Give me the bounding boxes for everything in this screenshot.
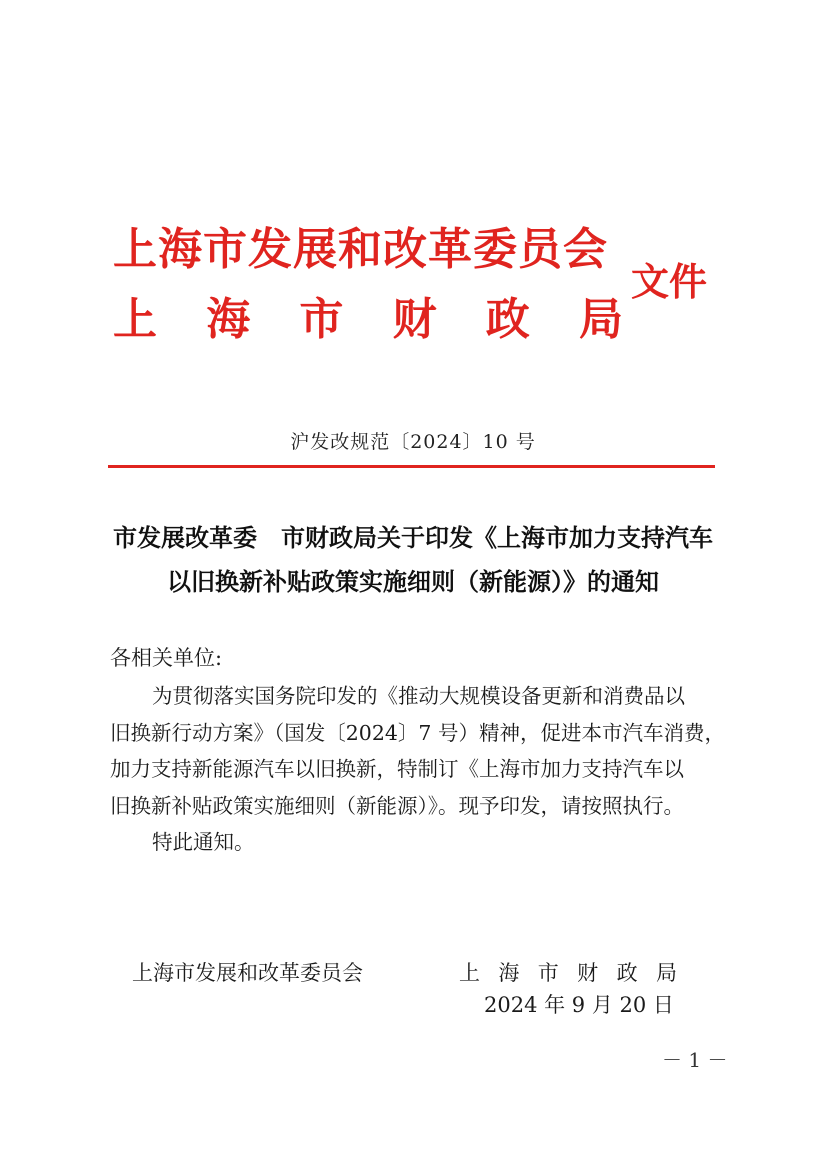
document-number: 沪发改规范〔2024〕10 号 — [290, 431, 536, 453]
signature-char: 市 — [537, 961, 559, 985]
title-line: 市发展改革委 市财政局关于印发《上海市加力支持汽车 — [113, 523, 713, 552]
org-char: 局 — [578, 294, 623, 345]
salutation: 各相关单位: — [110, 646, 223, 670]
document-title — [100, 516, 726, 604]
paragraph-line: 为贯彻落实国务院印发的《推动大规模设备更新和消费品以 — [152, 684, 685, 708]
paragraph-line: 旧换新补贴政策实施细则（新能源）》。现予印发，请按照执行。 — [110, 793, 684, 818]
org-char: 政 — [485, 294, 530, 345]
org-char: 海 — [206, 294, 251, 345]
red-divider — [108, 465, 715, 468]
issuing-org-ndrc: 上海市发展和改革委员会 — [113, 224, 608, 275]
document-masthead — [0, 0, 826, 400]
document-type-suffix: 文件 — [631, 259, 708, 304]
closing-line: 特此通知。 — [152, 830, 255, 854]
signature-char: 上 — [459, 961, 480, 985]
issuing-org-finance-bureau — [113, 294, 623, 346]
title-line: 以旧换新补贴政策实施细则（新能源）》的通知 — [167, 567, 659, 596]
signature-char: 局 — [655, 961, 677, 985]
signature-date: 2024 年 9 月 20 日 — [484, 993, 674, 1017]
org-char: 上 — [113, 294, 157, 345]
signature-char: 海 — [498, 961, 520, 985]
org-char: 市 — [299, 294, 344, 345]
signature-org-left: 上海市发展和改革委员会 — [132, 961, 363, 985]
signature-char: 政 — [616, 961, 638, 985]
signature-char: 财 — [577, 961, 599, 985]
paragraph-line: 加力支持新能源汽车以旧换新，特制订《上海市加力支持汽车以 — [110, 757, 684, 781]
org-char: 财 — [392, 294, 437, 345]
body-paragraph — [110, 678, 725, 861]
page-number: － 1 － — [662, 1048, 728, 1072]
paragraph-line: 旧换新行动方案》（国发〔2024〕7 号）精神，促进本市汽车消费， — [110, 720, 725, 745]
signature-org-right — [459, 958, 677, 988]
